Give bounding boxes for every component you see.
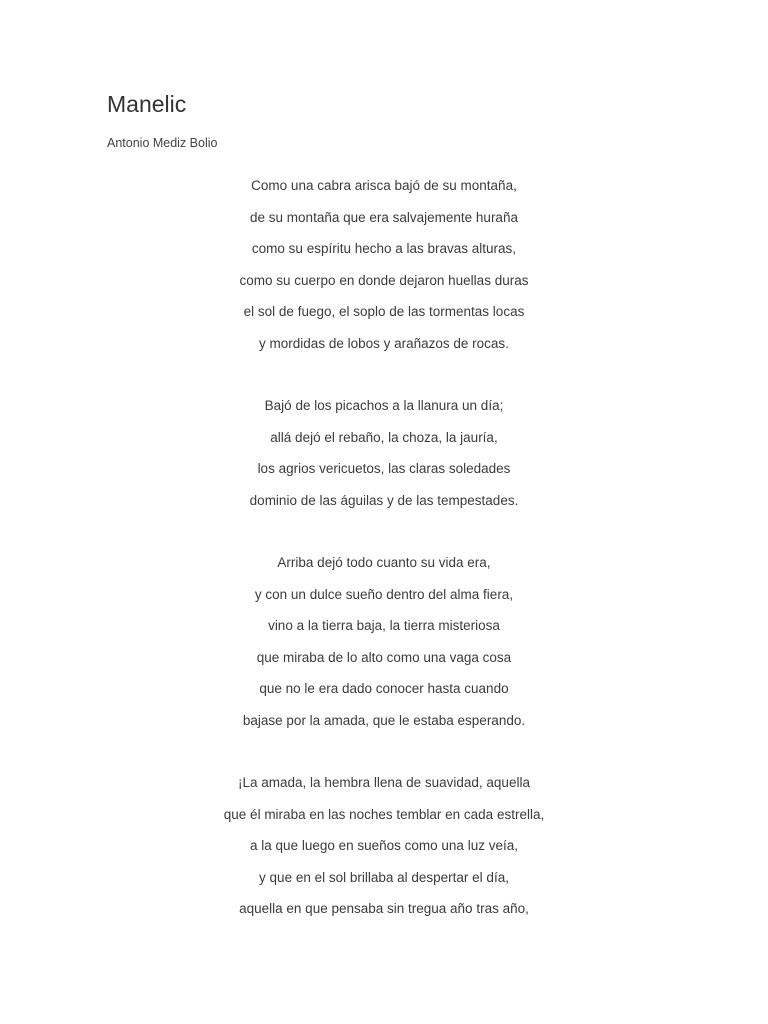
poem-body [0, 170, 768, 956]
poem-line: que no le era dado conocer hasta cuando [259, 681, 509, 696]
poem-line: Como una cabra arisca bajó de su montaña, [251, 178, 517, 193]
poem-line: allá dejó el rebaño, la choza, la jauría, [270, 429, 498, 445]
poem-line: y mordidas de lobos y arañazos de rocas. [259, 335, 509, 351]
poem-line: Bajó de los picachos a la llanura un día; [264, 398, 504, 413]
poem-line: ¡La amada, la hembra llena de suavidad, aquella [238, 775, 530, 790]
poem-line: dominio de las águilas y de las tempestades. [249, 492, 519, 508]
poem-line: que miraba de lo alto como una vaga cosa [256, 649, 512, 665]
poem-title: Manelic [107, 91, 187, 117]
poem-line: como su cuerpo en donde dejaron huellas duras [239, 272, 529, 288]
stanza [0, 170, 768, 359]
poem-line: bajase por la amada, que le estaba esperando. [242, 712, 526, 728]
poem-line: a la que luego en sueños como una luz veía, [250, 838, 518, 853]
poem-line: y que en el sol brillaba al despertar el día, [259, 869, 509, 885]
poem-line: vino a la tierra baja, la tierra misteriosa [268, 618, 500, 633]
stanza [0, 390, 768, 516]
stanza [0, 767, 768, 925]
stanza [0, 547, 768, 736]
poem-line: y con un dulce sueño dentro del alma fiera, [254, 586, 514, 602]
poem-line: de su montaña que era salvajemente huraña [250, 209, 518, 225]
poem-line: los agrios vericuetos, las claras soledades [257, 461, 511, 476]
poem-line: aquella en que pensaba sin tregua año tras año, [239, 901, 529, 916]
poem-author: Antonio Mediz Bolio [107, 136, 218, 150]
poem-line: el sol de fuego, el soplo de las tormentas locas [243, 304, 525, 319]
poem-line: que él miraba en las noches temblar en cada estrella, [223, 806, 545, 822]
poem-line: Arriba dejó todo cuanto su vida era, [277, 555, 491, 570]
poem-line: como su espíritu hecho a las bravas alturas, [251, 241, 517, 256]
